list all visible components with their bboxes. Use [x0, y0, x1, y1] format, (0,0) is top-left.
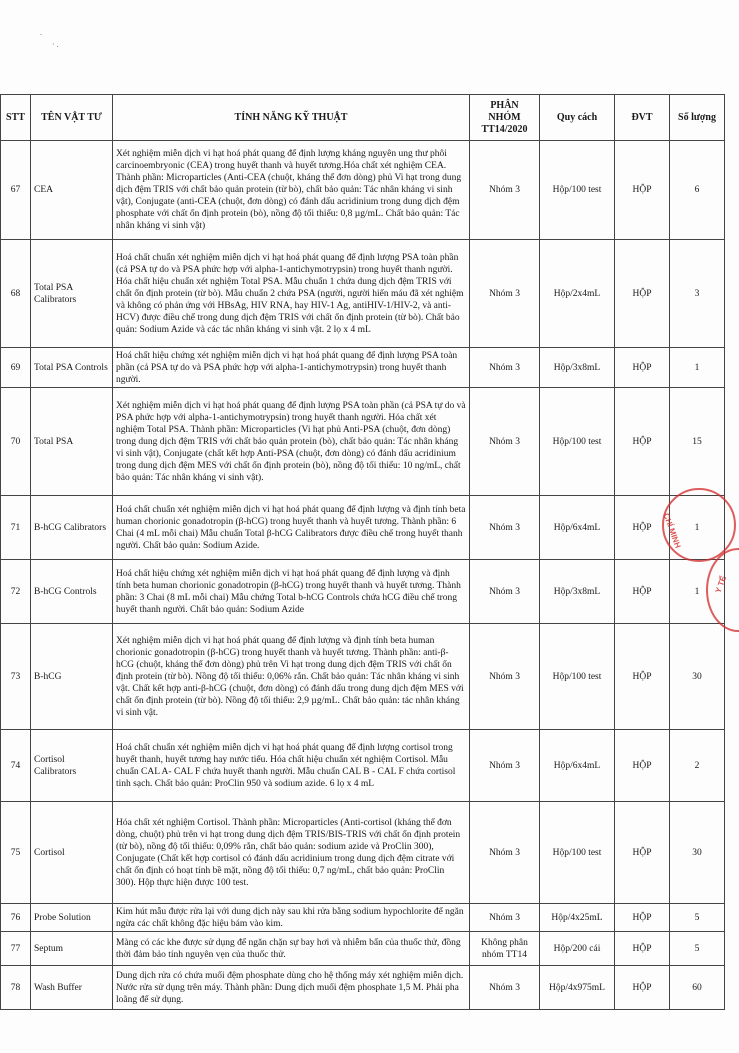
row-name: B-hCG: [31, 624, 113, 730]
header-phan-nhom: PHÂN NHÓM TT14/2020: [470, 95, 540, 141]
row-unit: HỘP: [615, 141, 670, 240]
row-name: B-hCG Calibrators: [31, 496, 113, 560]
row-qty: 3: [670, 240, 725, 348]
row-unit: HỘP: [615, 904, 670, 932]
header-row: [1, 95, 725, 141]
row-name: CEA: [31, 141, 113, 240]
row-pack: Hộp/3x8mL: [540, 560, 615, 624]
row-group: Không phân nhóm TT14: [470, 932, 540, 966]
row-qty: 1: [670, 348, 725, 388]
row-stt: 77: [1, 932, 31, 966]
row-qty: 5: [670, 904, 725, 932]
row-unit: HỘP: [615, 388, 670, 496]
row-group: Nhóm 3: [470, 966, 540, 1010]
table-row: [1, 240, 725, 348]
header-so-luong: Số lượng: [670, 95, 725, 141]
row-name: Total PSA Calibrators: [31, 240, 113, 348]
seal-text-y-te: Y TẾ: [713, 574, 729, 595]
row-pack: Hộp/100 test: [540, 802, 615, 904]
row-name: Total PSA: [31, 388, 113, 496]
header-stt: STT: [1, 95, 31, 141]
header-quy-cach: Quy cách: [540, 95, 615, 141]
row-group: Nhóm 3: [470, 904, 540, 932]
table-row: [1, 141, 725, 240]
row-stt: 75: [1, 802, 31, 904]
row-pack: Hộp/4x25mL: [540, 904, 615, 932]
table-row: [1, 730, 725, 802]
row-spec: Xét nghiệm miễn dịch vi hạt hoá phát quang để định lượng và định tính beta human chorionic gonadotropin (β-hCG) trong huyết thanh và huyết tương. Thành phần: anti-β-hCG (chuột, kháng thể đơn dòng) phủ trên Vi hạt trong dung dịch đệm TRIS với chất ổn định protein (từ bò). Nồng độ tối thiểu: 0,06% rắn. Chất bảo quản: Tác nhân kháng vi sinh vật. Chất kết hợp anti-β-hCG (chuột, đơn dòng) có đánh dấu trong dung dịch đệm MES với chất ổn định protein (từ bò). Nồng độ tối thiểu: 2,9 µg/mL. Chất bảo quản: tác nhân kháng vi sinh vật.: [113, 624, 470, 730]
row-group: Nhóm 3: [470, 496, 540, 560]
row-name: Cortisol: [31, 802, 113, 904]
row-spec: Kim hút mẫu được rửa lại với dung dịch này sau khi rửa bằng sodium hypochlorite để ngăn ngừa các chất không đặc hiệu bám vào kim.: [113, 904, 470, 932]
row-group: Nhóm 3: [470, 388, 540, 496]
row-name: Cortisol Calibrators: [31, 730, 113, 802]
row-name: Septum: [31, 932, 113, 966]
table-row: [1, 932, 725, 966]
row-pack: Hộp/200 cái: [540, 932, 615, 966]
scan-specks-2: · .: [52, 40, 59, 49]
row-qty: 5: [670, 932, 725, 966]
row-group: Nhóm 3: [470, 624, 540, 730]
table-row: [1, 560, 725, 624]
row-pack: Hộp/100 test: [540, 388, 615, 496]
row-group: Nhóm 3: [470, 240, 540, 348]
row-qty: 1: [670, 560, 725, 624]
equipment-table: [0, 94, 725, 1010]
row-stt: 69: [1, 348, 31, 388]
row-group: Nhóm 3: [470, 802, 540, 904]
header-ten-vat-tu: TÊN VẬT TƯ: [31, 95, 113, 141]
row-stt: 67: [1, 141, 31, 240]
row-stt: 70: [1, 388, 31, 496]
row-stt: 78: [1, 966, 31, 1010]
row-pack: Hộp/6x4mL: [540, 496, 615, 560]
row-spec: Hoá chất hiệu chứng xét nghiệm miễn dịch vi hạt hoá phát quang để định lượng và định tính beta human chorionic gonadotropin (β-hCG) trong huyết thanh và huyết tương. Thành phần: 3 Chai (8 mL mỗi chai) Mẫu chứng Total b-hCG Controls chứa hCG điều chế trong huyết thanh người. Chất bảo quản: Sodium Azide: [113, 560, 470, 624]
header-dvt: ĐVT: [615, 95, 670, 141]
row-spec: Xét nghiệm miễn dịch vi hạt hoá phát quang để định lượng PSA toàn phần (cả PSA tự do và PSA phức hợp với alpha-1-antichymotrypsin) trong huyết thanh người. Hóa chất xét nghiệm Total PSA. Thành phần: Microparticles (Vi hạt phủ Anti-PSA (chuột, đơn dòng) trong dung dịch đệm TRIS với chất bảo quản protein (bò), chất bảo quản: Tác nhân kháng vi sinh vật), Conjugate (chất kết hợp Anti-PSA (chuột, đơn dòng) có đánh dấu acridinium trong dung dịch đệm MES với chất ổn định protein (bò), nồng độ tối thiểu: 10 ng/mL, chất bảo quản: Tác nhân kháng vi sinh vật).: [113, 388, 470, 496]
row-qty: 15: [670, 388, 725, 496]
row-group: Nhóm 3: [470, 730, 540, 802]
row-stt: 68: [1, 240, 31, 348]
row-pack: Hộp/3x8mL: [540, 348, 615, 388]
row-unit: HỘP: [615, 932, 670, 966]
table-row: [1, 348, 725, 388]
row-qty: 1: [670, 496, 725, 560]
row-unit: HỘP: [615, 496, 670, 560]
row-group: Nhóm 3: [470, 560, 540, 624]
row-spec: Xét nghiệm miễn dịch vi hạt hoá phát quang để định lượng kháng nguyên ung thư phôi carcinoembryonic (CEA) trong huyết thanh và huyết tương.Hóa chất xét nghiệm CEA. Thành phần: Microparticles (Anti-CEA (chuột, kháng thể đơn dòng) phủ Vi hạt trong dung dịch đệm TRIS với chất bảo quản protein (từ bò), chất bảo quản: Tác nhân kháng vi sinh vật), Conjugate (anti-CEA (chuột, đơn dòng) có đánh dấu acridinium trong dung dịch đệm phosphate với chất ổn định protein (bò), nồng độ tối thiểu: 0,8 µg/mL. Chất bảo quản: Tác nhân kháng vi sinh vật): [113, 141, 470, 240]
seal-text-chi-minh: CHÍ MINH: [661, 512, 683, 550]
scan-specks: .: [40, 28, 42, 37]
row-stt: 71: [1, 496, 31, 560]
row-group: Nhóm 3: [470, 348, 540, 388]
row-name: Probe Solution: [31, 904, 113, 932]
table-row: [1, 496, 725, 560]
row-spec: Hoá chất hiệu chứng xét nghiệm miễn dịch vi hạt hoá phát quang để định lượng PSA toàn phần (cả PSA tự do và PSA phức hợp với alpha-1-antichymotrypsin) trong huyết thanh người.: [113, 348, 470, 388]
row-qty: 6: [670, 141, 725, 240]
row-unit: HỘP: [615, 802, 670, 904]
row-stt: 72: [1, 560, 31, 624]
row-spec: Hóa chất xét nghiệm Cortisol. Thành phần: Microparticles (Anti-cortisol (kháng thể đơn dòng, chuột) phủ trên vi hạt trong dung dịch đệm TRIS/BIS-TRIS với chất ổn định protein (từ bò), nồng độ tối thiểu: 0,09% rắn, chất bảo quản: sodium azide và ProClin 300), Conjugate (Chất kết hợp cortisol có đánh dấu acridinium trong dung dịch đệm citrate với chất ổn định có hoạt tính bề mặt, nồng độ tối thiểu: 0,7 ng/mL, chất bảo quản: ProClin 300). Hộp thực hiện được 100 test.: [113, 802, 470, 904]
row-stt: 76: [1, 904, 31, 932]
row-spec: Dung dịch rửa có chứa muối đệm phosphate dùng cho hệ thống máy xét nghiệm miễn dịch. Nước rửa sử dụng trên máy. Thành phần: Dung dịch muối đệm phosphate 1,5 M. Phải pha loãng để sử dụng.: [113, 966, 470, 1010]
row-pack: Hộp/100 test: [540, 141, 615, 240]
row-qty: 2: [670, 730, 725, 802]
row-unit: HỘP: [615, 624, 670, 730]
row-qty: 30: [670, 802, 725, 904]
row-unit: HỘP: [615, 240, 670, 348]
row-name: Total PSA Controls: [31, 348, 113, 388]
table-row: [1, 966, 725, 1010]
table-row: [1, 388, 725, 496]
row-name: Wash Buffer: [31, 966, 113, 1010]
row-unit: HỘP: [615, 730, 670, 802]
row-group: Nhóm 3: [470, 141, 540, 240]
row-spec: Hoá chất chuẩn xét nghiệm miễn dịch vi hạt hoá phát quang để định lượng cortisol trong huyết thanh, huyết tương hay nước tiểu. Hóa chất hiệu chuẩn xét nghiệm Cortisol. Mẫu chuẩn CAL A- CAL F chứa huyết thanh người. Mẫu chuẩn CAL B - CAL F chứa cortisol tinh sạch. Chất bảo quản: ProClin 950 và sodium azide. 6 lọ x 4 mL: [113, 730, 470, 802]
row-stt: 73: [1, 624, 31, 730]
row-pack: Hộp/6x4mL: [540, 730, 615, 802]
row-spec: Hoá chất chuẩn xét nghiệm miễn dịch vi hạt hoá phát quang để định lượng và định tính beta human chorionic gonadotropin (β-hCG) trong huyết thanh và huyết tương. Thành phần: 6 Chai (4 mL mỗi chai) Mẫu chuẩn Total β-hCG Calibrators được điều chế trong huyết thanh người. Chất bảo quản: Sodium Azide.: [113, 496, 470, 560]
row-qty: 60: [670, 966, 725, 1010]
table-row: [1, 904, 725, 932]
table-row: [1, 624, 725, 730]
row-unit: HỘP: [615, 966, 670, 1010]
header-tinh-nang: TÍNH NĂNG KỸ THUẬT: [113, 95, 470, 141]
table-row: [1, 802, 725, 904]
row-qty: 30: [670, 624, 725, 730]
row-stt: 74: [1, 730, 31, 802]
row-spec: Màng có các khe được sử dụng để ngăn chặn sự bay hơi và nhiễm bẩn của thuốc thử, đồng thời đảm bảo tính nguyên vẹn của thuốc thử.: [113, 932, 470, 966]
row-pack: Hộp/100 test: [540, 624, 615, 730]
row-unit: HỘP: [615, 348, 670, 388]
row-pack: Hộp/4x975mL: [540, 966, 615, 1010]
row-pack: Hộp/2x4mL: [540, 240, 615, 348]
row-name: B-hCG Controls: [31, 560, 113, 624]
row-spec: Hoá chất chuẩn xét nghiệm miễn dịch vi hạt hoá phát quang để định lượng PSA toàn phần (cả PSA tự do và PSA phức hợp với alpha-1-antichymotrypsin) trong huyết thanh người. Hóa chất hiệu chuẩn xét nghiệm Total PSA. Mẫu chuẩn 1 chứa dung dịch đệm TRIS với chất ổn định protein (từ bò). Mẫu chuẩn 2 chứa PSA (người, người hiến máu đã xét nghiệm và không có phản ứng với HBsAg, HIV RNA, hay HIV-1 Ag, antiHIV-1/HIV-2, và anti-HCV) được điều chế trong dung dịch đệm TRIS với chất ổn định protein (từ bò). Chất bảo quản: Sodium Azide và các tác nhân kháng vi sinh vật. 2 lọ x 4 mL: [113, 240, 470, 348]
row-unit: HỘP: [615, 560, 670, 624]
